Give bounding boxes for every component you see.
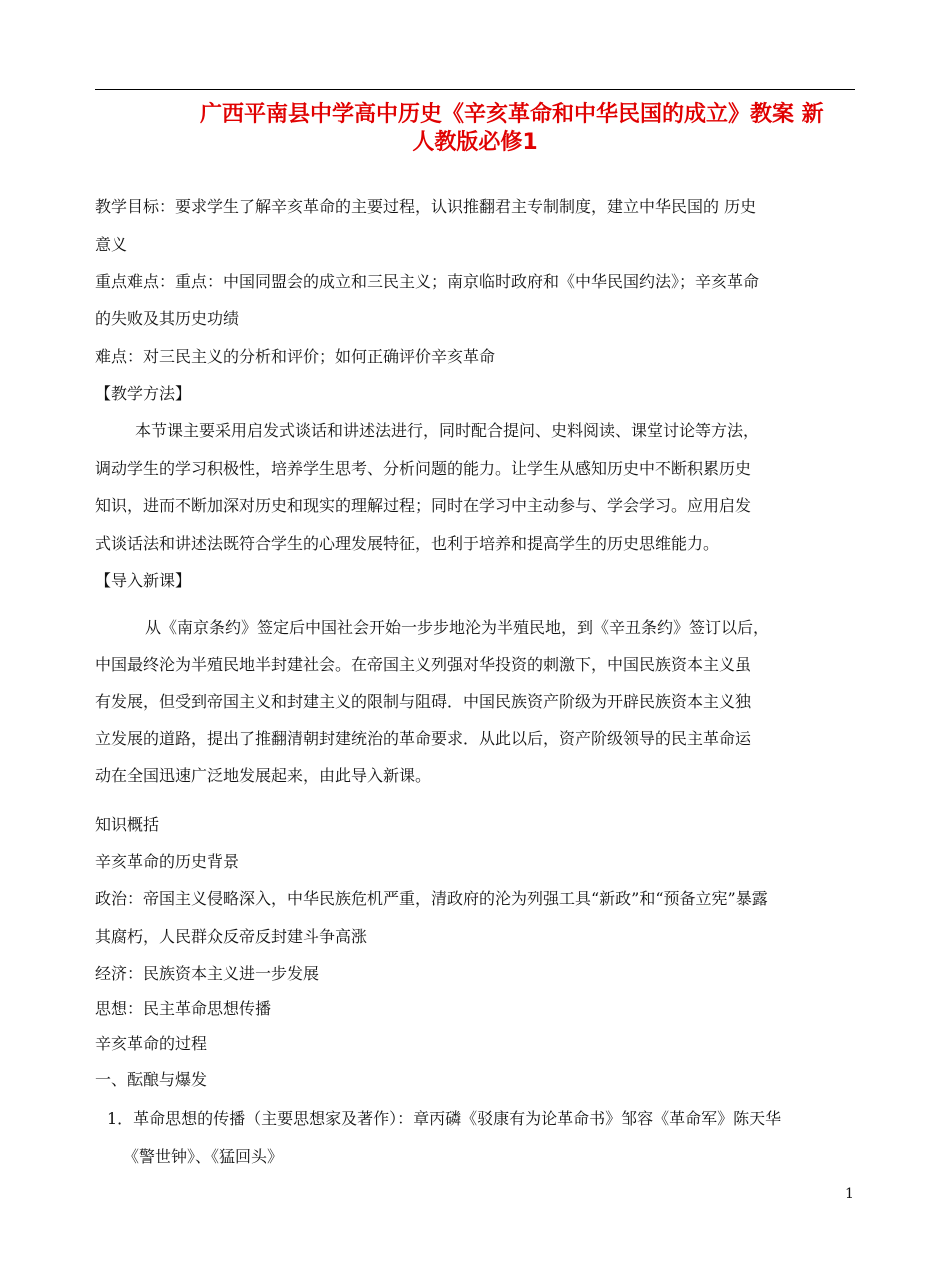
section-heading-intro: 【导入新课】 (95, 571, 192, 590)
intro-paragraph-line-5: 动在全国迅速广泛地发展起来，由此导入新课。 (95, 766, 432, 785)
difficulty-line: 难点：对三民主义的分析和评价；如何正确评价辛亥革命 (95, 347, 496, 366)
objective-line-2: 意义 (95, 235, 128, 254)
title-line-2: 人教版必修1 (412, 130, 538, 155)
intro-paragraph-line-3: 有发展，但受到帝国主义和封建主义的限制与阻碍．中国民族资产阶级为开辟民族资本主义独 (95, 692, 752, 711)
title-line-1: 广西平南县中学高中历史《辛亥革命和中华民国的成立》教案 新 (200, 102, 824, 127)
header-rule (95, 89, 855, 90)
document-title (95, 101, 855, 157)
section-heading-method: 【教学方法】 (95, 384, 192, 403)
process-heading: 辛亥革命的过程 (95, 1034, 208, 1053)
method-paragraph-line-1: 本节课主要采用启发式谈话和讲述法进行，同时配合提问、史料阅读、课堂讨论等方法， (135, 421, 760, 440)
method-paragraph-line-2: 调动学生的学习积极性，培养学生思考、分析问题的能力。让学生从感知历史中不断积累历史 (95, 459, 752, 478)
knowledge-summary-heading: 知识概括 (95, 815, 160, 834)
numbered-item-1-line-1: 1．革命思想的传播（主要思想家及著作）：章丙磷《驳康有为论革命书》邹容《革命军》陈天华 (107, 1109, 782, 1128)
key-points-line-1: 重点难点：重点：中国同盟会的成立和三民主义；南京临时政府和《中华民国约法》；辛亥革命 (95, 272, 760, 291)
numbered-item-1-line-2: 《警世钟》、《猛回头》 (123, 1147, 284, 1166)
background-heading: 辛亥革命的历史背景 (95, 852, 240, 871)
key-points-line-2: 的失败及其历史功绩 (95, 309, 240, 328)
page-number: 1 (845, 1186, 854, 1202)
political-line-1: 政治：帝国主义侵略深入，中华民族危机严重，清政府的沦为列强工具“新政”和“预备立宪”暴露 (95, 889, 768, 908)
intro-paragraph-line-1: 从《南京条约》签定后中国社会开始一步步地沦为半殖民地，到《辛丑条约》签订以后， (145, 618, 770, 637)
political-line-2: 其腐朽，人民群众反帝反封建斗争高涨 (95, 927, 368, 946)
ideological-line: 思想：民主革命思想传播 (95, 999, 272, 1018)
subsection-heading-1: 一、酝酿与爆发 (95, 1070, 208, 1089)
economic-line: 经济：民族资本主义进一步发展 (95, 964, 320, 983)
intro-paragraph-line-2: 中国最终沦为半殖民地半封建社会。在帝国主义列强对华投资的刺激下，中国民族资本主义虽 (95, 655, 752, 674)
objective-line-1: 教学目标：要求学生了解辛亥革命的主要过程，认识推翻君主专制制度，建立中华民国的 历史 (95, 197, 757, 216)
method-paragraph-line-4: 式谈话法和讲述法既符合学生的心理发展特征，也利于培养和提高学生的历史思维能力。 (95, 534, 720, 553)
method-paragraph-line-3: 知识，进而不断加深对历史和现实的理解过程；同时在学习中主动参与、学会学习。应用启发 (95, 496, 752, 515)
intro-paragraph-line-4: 立发展的道路，提出了推翻清朝封建统治的革命要求．从此以后，资产阶级领导的民主革命运 (95, 729, 752, 748)
